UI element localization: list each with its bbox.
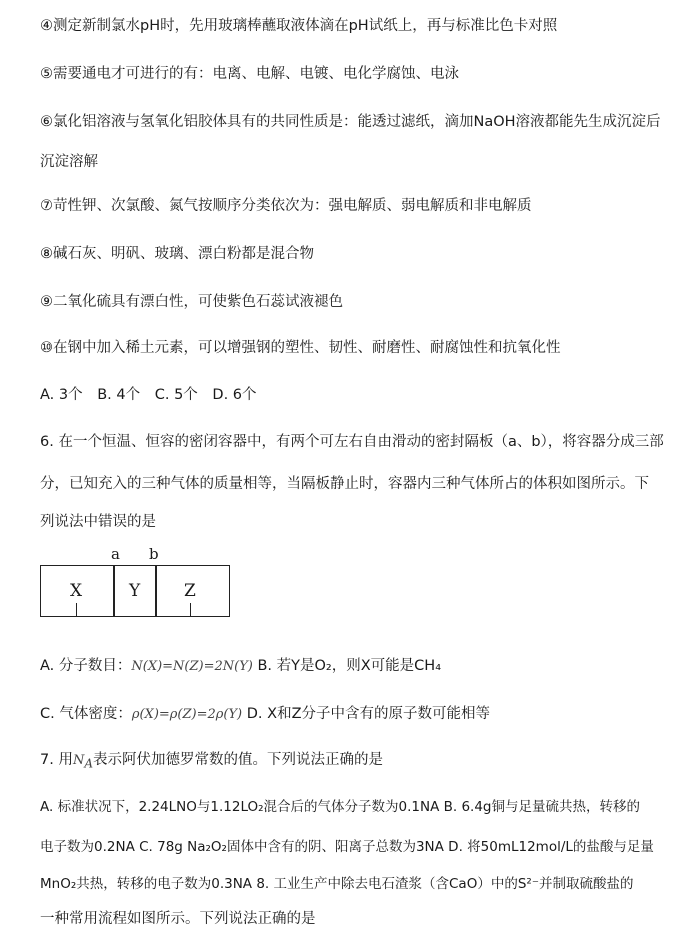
statement-5: ⑤需要通电才可进行的有：电离、电解、电镀、电化学腐蚀、电泳 (40, 66, 459, 82)
statement-6-line1: ⑥氯化铝溶液与氢氧化铝胶体具有的共同性质是：能透过滤纸，滴加NaOH溶液都能先生成沉淀后 (40, 114, 661, 130)
label-b: b (149, 545, 159, 563)
q7-line1: A. 标准状况下，2.24LNO与1.12LO₂混合后的气体分子数为0.1NA B. 6.4g铜与足量硫共热，转移的 (40, 799, 640, 815)
gas-z-mark (190, 603, 191, 617)
q8-stem-end: 一种常用流程如图所示。下列说法正确的是 (40, 911, 316, 927)
q6-option-b[interactable]: B. 若Y是O₂，则X可能是CH₄ (257, 658, 442, 674)
q7-stem (40, 748, 383, 771)
q6-options-cd (40, 702, 490, 723)
q7-stem-pre: 7. 用 (40, 752, 73, 768)
gas-y-label: Y (129, 581, 141, 601)
q6-stem-line3: 列说法中错误的是 (40, 514, 156, 530)
q7-line3: MnO₂共热，转移的电子数为0.3NA 8. 工业生产中除去电石渣浆（含CaO）中的S²⁻并制取硫酸盐的 (40, 876, 634, 892)
q5-options (40, 383, 267, 404)
q7-stem-post: 表示阿伏加德罗常数的值。下列说法正确的是 (93, 752, 383, 768)
label-a: a (111, 545, 120, 563)
q5-option-c[interactable]: C. 5个 (154, 387, 198, 403)
q7-line2: 电子数为0.2NA C. 78g Na₂O₂固体中含有的阴、阳离子总数为3NA D. 将50mL12mol/L的盐酸与足量 (40, 839, 654, 855)
q6-options-ab (40, 654, 441, 675)
statement-9: ⑨二氧化硫具有漂白性，可使紫色石蕊试液褪色 (40, 294, 343, 310)
q6-stem-line1: 6. 在一个恒温、恒容的密闭容器中，有两个可左右自由滑动的密封隔板（a、b），将容器分成三部 (40, 434, 664, 450)
q6-stem-line2: 分，已知充入的三种气体的质量相等，当隔板静止时，容器内三种气体所占的体积如图所示。下 (40, 476, 649, 492)
q6-option-c-formula: ρ(X)=ρ(Z)=2ρ(Y) (131, 707, 243, 722)
partition-b (155, 565, 157, 617)
q5-option-d[interactable]: D. 6个 (212, 387, 257, 403)
q5-option-b[interactable]: B. 4个 (97, 387, 141, 403)
q5-option-a[interactable]: A. 3个 (40, 387, 83, 403)
statement-7: ⑦苛性钾、次氯酸、氮气按顺序分类依次为：强电解质、弱电解质和非电解质 (40, 198, 532, 214)
statement-10: ⑩在钢中加入稀土元素，可以增强钢的塑性、韧性、耐磨性、耐腐蚀性和抗氧化性 (40, 340, 561, 356)
q6-option-a-formula: N(X)=N(Z)=2N(Y) (131, 659, 253, 674)
gas-z-label: Z (184, 581, 196, 601)
statement-6-line2: 沉淀溶解 (40, 154, 98, 170)
gas-x-label: X (70, 581, 83, 601)
q6-option-c[interactable]: C. 气体密度： (40, 706, 132, 722)
partition-a (113, 565, 115, 617)
avogadro-symbol: $N_A$ (72, 753, 93, 771)
q6-option-a[interactable]: A. 分子数目： (40, 658, 132, 674)
q6-option-d[interactable]: D. X和Z分子中含有的原子数可能相等 (246, 706, 490, 722)
statement-4: ④测定新制氯水pH时，先用玻璃棒蘸取液体滴在pH试纸上，再与标准比色卡对照 (40, 18, 558, 34)
gas-x-mark (76, 603, 77, 617)
statement-8: ⑧碱石灰、明矾、玻璃、漂白粉都是混合物 (40, 246, 314, 262)
